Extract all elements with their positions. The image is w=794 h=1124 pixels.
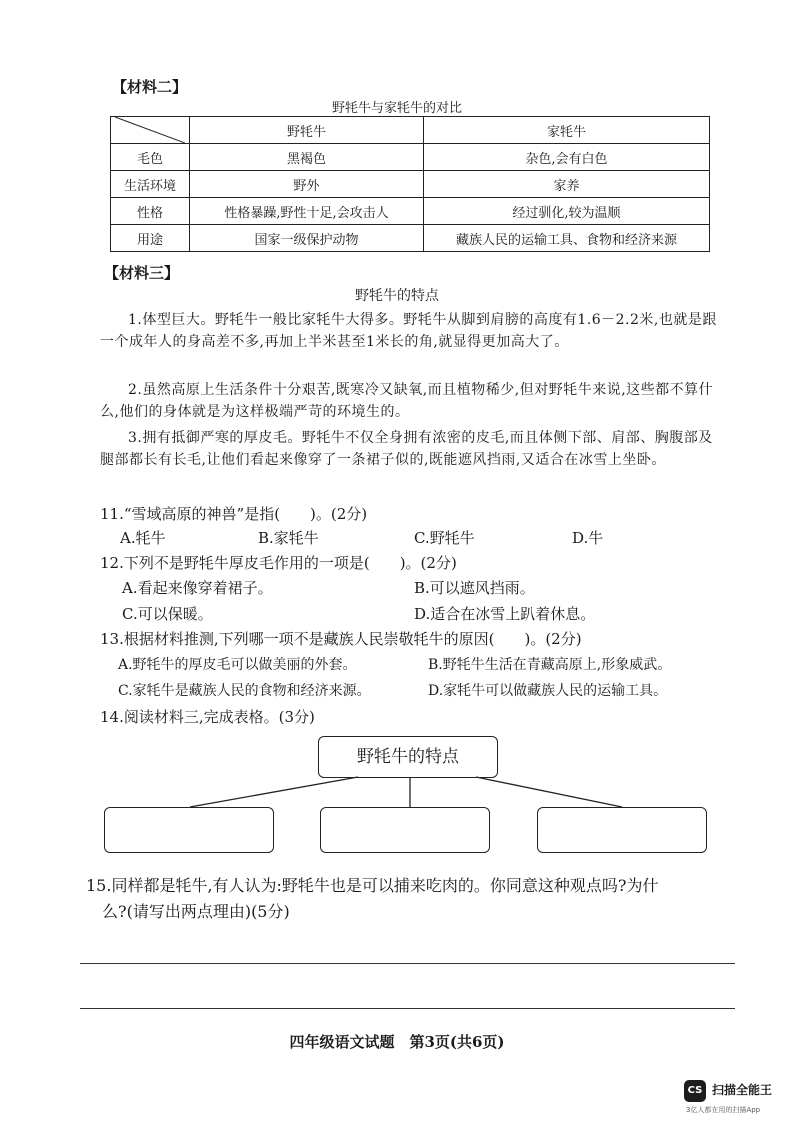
answer-box-3[interactable] xyxy=(537,807,707,853)
q13-option-a: A.野牦牛的厚皮毛可以做美丽的外套。 xyxy=(118,657,357,673)
q13-option-b: B.野牦牛生活在青藏高原上,形象威武。 xyxy=(428,657,672,673)
row-head-color: 毛色 xyxy=(111,144,190,171)
q11-option-a: A.牦牛 xyxy=(120,529,166,547)
answer-box-2[interactable] xyxy=(320,807,490,853)
q13-option-d: D.家牦牛可以做藏族人民的运输工具。 xyxy=(428,683,668,699)
q13-option-c: C.家牦牛是藏族人民的食物和经济来源。 xyxy=(118,683,371,699)
answer-line-1[interactable] xyxy=(80,963,735,964)
scanner-watermark xyxy=(684,1078,794,1118)
q11-option-c: C.野牦牛 xyxy=(414,529,475,547)
paragraph-fur: 3.拥有抵御严寒的厚皮毛。野牦牛不仅全身拥有浓密的皮毛,而且体侧下部、肩部、胸腹部及腿部都长有长毛,让他们看起来像穿了一条裙子似的,既能遮风挡雨,又适合在冰雪上坐卧。 xyxy=(100,430,713,468)
watermark-subtitle: 3亿人都在用的扫描App xyxy=(686,1106,761,1114)
cell-domestic-color: 杂色,会有白色 xyxy=(424,144,710,171)
q12-option-d: D.适合在冰雪上趴着休息。 xyxy=(414,605,596,623)
comparison-table-title: 野牦牛与家牦牛的对比 xyxy=(331,101,462,116)
q12-option-a: A.看起来像穿着裙子。 xyxy=(122,579,273,597)
question-12-stem: 12.下列不是野牦牛厚皮毛作用的一项是( )。(2分) xyxy=(100,554,457,572)
cell-domestic-temper: 经过驯化,较为温顺 xyxy=(424,198,710,225)
answer-line-2[interactable] xyxy=(80,1008,735,1009)
cell-domestic-habitat: 家养 xyxy=(424,171,710,198)
question-14-stem: 14.阅读材料三,完成表格。(3分) xyxy=(100,708,315,726)
question-11-stem: 11.“雪域高原的神兽”是指( )。(2分) xyxy=(100,505,368,523)
table-header-wild: 野牦牛 xyxy=(190,117,424,144)
material3-label: 【材料三】 xyxy=(104,264,180,282)
answer-box-1[interactable] xyxy=(104,807,274,853)
row-head-temper: 性格 xyxy=(111,198,190,225)
page-footer: 四年级语文试题 第3页(共6页) xyxy=(289,1033,505,1051)
q11-option-d: D.牛 xyxy=(572,529,604,547)
diagram-title-box: 野牦牛的特点 xyxy=(318,736,498,778)
cell-wild-color: 黑褐色 xyxy=(190,144,424,171)
q11-option-b: B.家牦牛 xyxy=(258,529,319,547)
question-13-stem: 13.根据材料推测,下列哪一项不是藏族人民崇敬牦牛的原因( )。(2分) xyxy=(100,630,582,648)
cell-wild-temper: 性格暴躁,野性十足,会攻击人 xyxy=(190,198,424,225)
paragraph-size: 1.体型巨大。野牦牛一般比家牦牛大得多。野牦牛从脚到肩膀的高度有1.6－2.2米,也就是跟一个成年人的身高差不多,再加上半米甚至1米长的角,就显得更加高大了。 xyxy=(100,312,717,350)
watermark-title: 扫描全能王 xyxy=(712,1083,773,1097)
row-head-habitat: 生活环境 xyxy=(111,171,190,198)
q12-option-c: C.可以保暖。 xyxy=(122,605,213,623)
material3-title: 野牦牛的特点 xyxy=(355,288,439,304)
camscanner-logo-icon: CS xyxy=(684,1080,706,1102)
cell-wild-use: 国家一级保护动物 xyxy=(190,225,424,252)
paragraph-environment: 2.虽然高原上生活条件十分艰苦,既寒冷又缺氧,而且植物稀少,但对野牦牛来说,这些都不算什么,他们的身体就是为这样极端严苛的环境生的。 xyxy=(100,382,714,420)
cell-wild-habitat: 野外 xyxy=(190,171,424,198)
question-15-line1: 15.同样都是牦牛,有人认为:野牦牛也是可以捕来吃肉的。你同意这种观点吗?为什 xyxy=(86,876,659,895)
q12-option-b: B.可以遮风挡雨。 xyxy=(414,579,535,597)
cell-domestic-use: 藏族人民的运输工具、食物和经济来源 xyxy=(424,225,710,252)
material2-label: 【材料二】 xyxy=(112,78,188,96)
question-15-line2: 么?(请写出两点理由)(5分) xyxy=(102,902,290,921)
row-head-use: 用途 xyxy=(111,225,190,252)
table-header-domestic: 家牦牛 xyxy=(424,117,710,144)
